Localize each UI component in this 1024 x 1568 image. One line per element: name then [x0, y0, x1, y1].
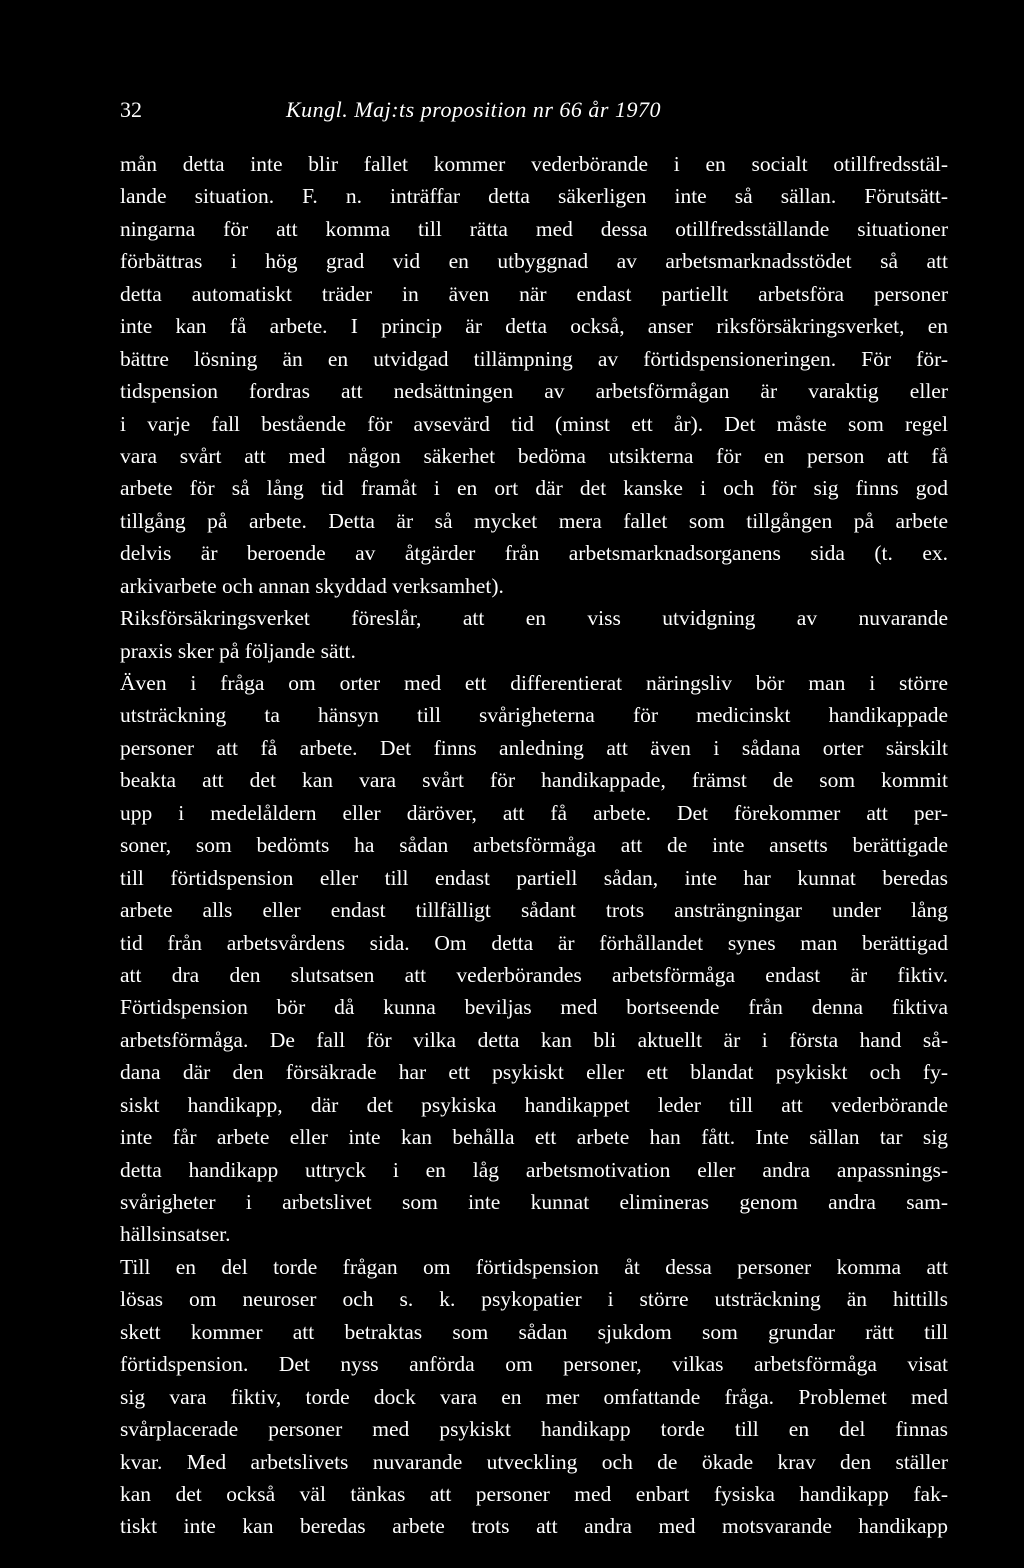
text-line: inte får arbete eller inte kan behålla ett arbete han fått. Inte sällan tar sig	[120, 1125, 948, 1150]
text-line: mån detta inte blir fallet kommer vederbörande i en socialt otillfredsstäl-	[120, 152, 948, 176]
text-line: ningarna för att komma till rätta med dessa otillfredsställande situationer	[120, 216, 948, 241]
text-line: detta automatiskt träder in även när endast partiellt arbetsföra personer	[120, 281, 948, 306]
text-line: arkivarbete och annan skyddad verksamhet).	[120, 573, 504, 598]
text-line: upp i medelåldern eller däröver, att få arbete. Det förekommer att per-	[120, 800, 948, 825]
text-line: arbete alls eller endast tillfälligt sådant trots ansträngningar under lång	[120, 898, 948, 923]
text-line: beakta att det kan vara svårt för handikappade, främst de som kommit	[120, 768, 948, 793]
text-line: skett kommer att betraktas som sådan sjukdom som grundar rätt till	[120, 1319, 948, 1344]
running-title: Kungl. Maj:ts proposition nr 66 år 1970	[286, 97, 661, 122]
text-line: vara svårt att med någon säkerhet bedöma utsikterna för en person att få	[120, 443, 948, 468]
text-line: siskt handikapp, där det psykiska handikappet leder till att vederbörande	[120, 1092, 948, 1117]
page-number: 32	[120, 97, 142, 122]
text-line: Även i fråga om orter med ett differentierat näringsliv bör man i större	[120, 671, 948, 695]
body-text	[120, 148, 948, 1543]
text-line: lande situation. F. n. inträffar detta säkerligen inte så sällan. Förutsätt-	[120, 184, 948, 209]
text-line: tid från arbetsvårdens sida. Om detta är förhållandet synes man berättigad	[120, 930, 948, 955]
text-line: arbete för så lång tid framåt i en ort där det kanske i och för sig finns god	[120, 476, 948, 501]
text-line: till förtidspension eller till endast partiell sådan, inte har kunnat beredas	[120, 865, 948, 890]
text-line: tidspension fordras att nedsättningen av arbetsförmågan är varaktig eller	[120, 379, 948, 404]
text-line: tillgång på arbete. Detta är så mycket mera fallet som tillgången på arbete	[120, 508, 948, 533]
text-line: utsträckning ta hänsyn till svårigheterna för medicinskt handikappade	[120, 703, 948, 728]
text-line: tiskt inte kan beredas arbete trots att andra med motsvarande handikapp	[120, 1514, 948, 1539]
text-line: förbättras i hög grad vid en utbyggnad av arbetsmarknadsstödet så att	[120, 249, 948, 274]
text-line: dana där den försäkrade har ett psykiskt eller ett blandat psykiskt och fy-	[120, 1060, 948, 1085]
text-line: Till en del torde frågan om förtidspension åt dessa personer komma att	[120, 1254, 948, 1279]
text-line: lösas om neuroser och s. k. psykopatier i större utsträckning än hittills	[120, 1287, 948, 1312]
text-line: förtidspension. Det nyss anförda om personer, vilkas arbetsförmåga visat	[120, 1352, 948, 1377]
text-line: praxis sker på följande sätt.	[120, 638, 356, 663]
text-line: personer att få arbete. Det finns anledning att även i sådana orter särskilt	[120, 735, 948, 760]
text-line: inte kan få arbete. I princip är detta också, anser riksförsäkringsverket, en	[120, 314, 948, 339]
text-line: kan det också väl tänkas att personer med enbart fysiska handikapp fak-	[120, 1481, 948, 1506]
text-line: svårplacerade personer med psykiskt handikapp torde till en del finnas	[120, 1417, 948, 1442]
text-line: delvis är beroende av åtgärder från arbetsmarknadsorganens sida (t. ex.	[120, 541, 948, 566]
text-line: hällsinsatser.	[120, 1222, 231, 1247]
text-line: bättre lösning än en utvidgad tillämpning av förtidspensioneringen. För för-	[120, 346, 948, 371]
text-line: soner, som bedömts ha sådan arbetsförmåga att de inte ansetts berättigade	[120, 833, 948, 858]
text-line: kvar. Med arbetslivets nuvarande utveckling och de ökade krav den ställer	[120, 1449, 948, 1474]
text-line: arbetsförmåga. De fall för vilka detta kan bli aktuellt är i första hand så-	[120, 1027, 948, 1052]
text-line: Riksförsäkringsverket föreslår, att en viss utvidgning av nuvarande	[120, 606, 948, 631]
text-line: att dra den slutsatsen att vederbörandes arbetsförmåga endast är fiktiv.	[120, 962, 948, 987]
page-header	[120, 94, 920, 126]
text-line: svårigheter i arbetslivet som inte kunnat elimineras genom andra sam-	[120, 1190, 948, 1214]
text-line: Förtidspension bör då kunna beviljas med bortseende från denna fiktiva	[120, 995, 948, 1020]
text-line: detta handikapp uttryck i en låg arbetsmotivation eller andra anpassnings-	[120, 1157, 948, 1182]
text-line: i varje fall bestående för avsevärd tid (minst ett år). Det måste som regel	[120, 411, 948, 436]
text-line: sig vara fiktiv, torde dock vara en mer omfattande fråga. Problemet med	[120, 1384, 948, 1409]
